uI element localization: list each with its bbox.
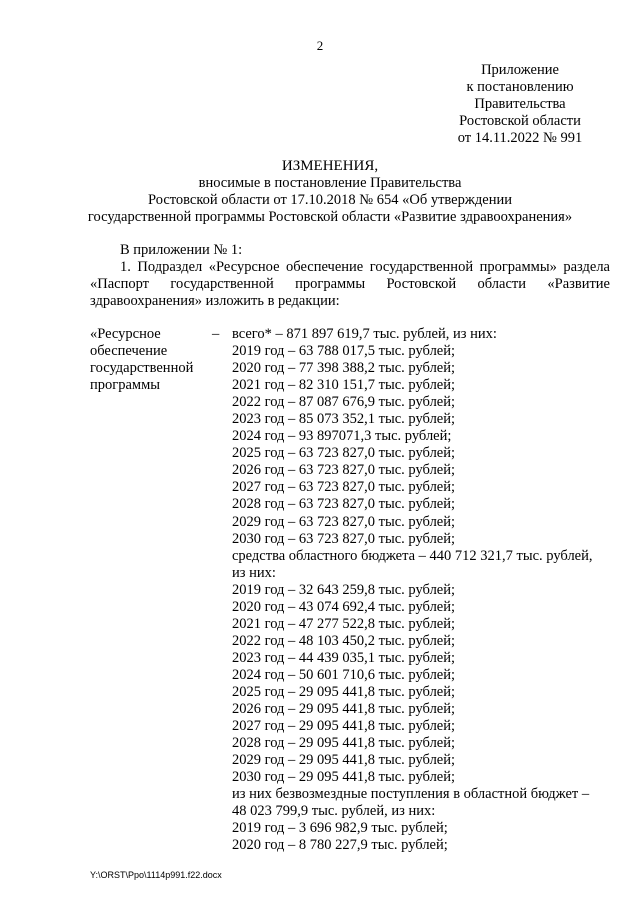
resource-line: 2023 год – 85 073 352,1 тыс. рублей; [232, 411, 456, 428]
resource-line: 2027 год – 29 095 441,8 тыс. рублей; [232, 718, 456, 735]
appendix-block [420, 62, 620, 147]
intro-line: В приложении № 1: [120, 242, 243, 258]
label-dash: – [212, 326, 220, 342]
resource-line: 2024 год – 93 897071,3 тыс. рублей; [232, 428, 452, 445]
intro-block [90, 242, 610, 310]
resource-line: 2021 год – 47 277 522,8 тыс. рублей; [232, 615, 456, 632]
resource-line: средства областного бюджета – 440 712 321,7 тыс. рублей, [232, 547, 593, 564]
document-title: ИЗМЕНЕНИЯ, [281, 158, 379, 174]
resource-line: 2023 год – 44 439 035,1 тыс. рублей; [232, 649, 456, 666]
resource-line: 48 023 799,9 тыс. рублей, из них: [232, 803, 436, 820]
label-line: государственной [90, 360, 194, 376]
resource-line: 2026 год – 29 095 441,8 тыс. рублей; [232, 701, 456, 718]
heading-line: вносимые в постановление Правительства [198, 175, 462, 191]
resource-line: 2025 год – 63 723 827,0 тыс. рублей; [232, 445, 456, 462]
appendix-line: Приложение [481, 62, 559, 78]
resource-line: 2029 год – 29 095 441,8 тыс. рублей; [232, 752, 456, 769]
heading-line: государственной программы Ростовской области «Развитие здравоохранения» [87, 209, 573, 225]
appendix-line: к постановлению [466, 79, 574, 95]
resource-list [232, 326, 610, 854]
resource-line: 2024 год – 50 601 710,6 тыс. рублей; [232, 666, 456, 683]
resource-line: 2025 год – 29 095 441,8 тыс. рублей; [232, 683, 456, 700]
resource-line: 2020 год – 43 074 692,4 тыс. рублей; [232, 598, 456, 615]
resource-line: 2021 год – 82 310 151,7 тыс. рублей; [232, 377, 456, 394]
appendix-line: Ростовской области [459, 113, 581, 129]
appendix-line: от 14.11.2022 № 991 [457, 130, 583, 146]
label-line: обеспечение [90, 343, 168, 359]
resource-line: 2019 год – 32 643 259,8 тыс. рублей; [232, 581, 456, 598]
resource-line: из них: [232, 564, 276, 581]
resource-line: 2022 год – 87 087 676,9 тыс. рублей; [232, 394, 456, 411]
file-path-footer: Y:\ORST\Ppo\1114p991.f22.docx [90, 870, 222, 880]
resource-line: 2029 год – 63 723 827,0 тыс. рублей; [232, 513, 456, 530]
resource-line: 2030 год – 29 095 441,8 тыс. рублей; [232, 769, 456, 786]
page-number: 2 [316, 38, 324, 53]
resource-label [90, 326, 215, 394]
document-heading [60, 158, 600, 226]
intro-paragraph: 1. Подраздел «Ресурсное обеспечение государственной программы» раздела «Паспорт государственной программы Ростовской области «Развитие здравоохранения» изложить в редакции: [90, 259, 610, 309]
resource-line: 2020 год – 8 780 227,9 тыс. рублей; [232, 837, 448, 854]
resource-line: 2030 год – 63 723 827,0 тыс. рублей; [232, 530, 456, 547]
appendix-line: Правительства [474, 96, 566, 112]
resource-line: 2019 год – 3 696 982,9 тыс. рублей; [232, 820, 448, 837]
resource-line: 2028 год – 63 723 827,0 тыс. рублей; [232, 496, 456, 513]
resource-line: из них безвозмездные поступления в областной бюджет – [232, 786, 590, 803]
resource-line: 2027 год – 63 723 827,0 тыс. рублей; [232, 479, 456, 496]
heading-line: Ростовской области от 17.10.2018 № 654 «Об утверждении [148, 192, 512, 208]
resource-line: 2022 год – 48 103 450,2 тыс. рублей; [232, 632, 456, 649]
resource-line: 2026 год – 63 723 827,0 тыс. рублей; [232, 462, 456, 479]
resource-line: всего* – 871 897 619,7 тыс. рублей, из них: [232, 326, 497, 342]
label-line: программы [90, 377, 160, 393]
label-line: «Ресурсное [90, 326, 161, 342]
resource-line: 2019 год – 63 788 017,5 тыс. рублей; [232, 343, 456, 360]
resource-line: 2020 год – 77 398 388,2 тыс. рублей; [232, 360, 456, 377]
resource-line: 2028 год – 29 095 441,8 тыс. рублей; [232, 735, 456, 752]
